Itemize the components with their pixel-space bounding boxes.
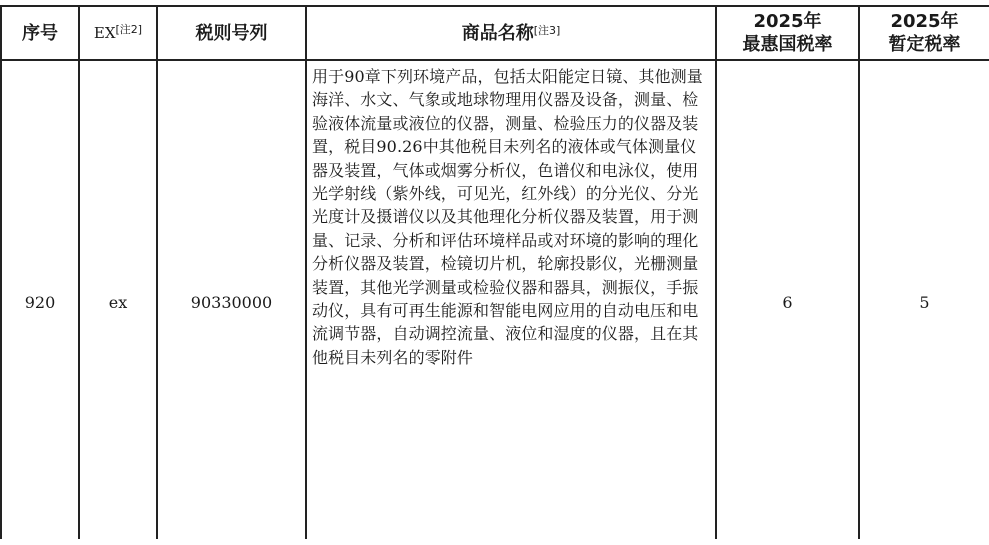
header-name-note: [注3] xyxy=(533,23,561,37)
page-crop-edge xyxy=(0,539,989,545)
header-interim-label: 暂定税率 xyxy=(888,34,961,55)
header-ex-label: EX xyxy=(93,24,116,42)
header-tariff-no xyxy=(157,6,306,60)
header-seq-label: 序号 xyxy=(22,22,58,44)
header-mfn-label: 最惠国税率 xyxy=(742,34,833,55)
header-ex-note: [注2] xyxy=(115,23,143,36)
table-row xyxy=(1,60,989,544)
header-mfn-year: 2025年 xyxy=(753,11,822,32)
cell-interim-rate: 5 xyxy=(859,60,989,544)
cell-tariff-no: 90330000 xyxy=(157,60,306,544)
header-row xyxy=(1,6,989,60)
cell-seq: 920 xyxy=(1,60,79,544)
header-name xyxy=(306,6,716,60)
header-interim-year: 2025年 xyxy=(890,11,959,32)
header-mfn-rate xyxy=(716,6,859,60)
tariff-table xyxy=(0,5,989,545)
header-interim-rate xyxy=(859,6,989,60)
header-seq xyxy=(1,6,79,60)
cell-ex: ex xyxy=(79,60,157,544)
header-name-label: 商品名称 xyxy=(461,22,534,44)
header-tariff-no-label: 税则号列 xyxy=(195,22,268,44)
header-ex xyxy=(79,6,157,60)
cell-mfn-rate: 6 xyxy=(716,60,859,544)
cell-product-name: 用于90章下列环境产品，包括太阳能定日镜、其他测量海洋、水文、气象或地球物理用仪器及设备，测量、检验液体流量或液位的仪器，测量、检验压力的仪器及装置，税目90.26中其他税目未列名的液体或气体测量仪器及装置，气体或烟雾分析仪，色谱仪和电泳仪，使用光学射线（紫外线，可见光，红外线）的分光仪、分光光度计及摄谱仪以及其他理化分析仪器及装置，用于测量、记录、分析和评估环境样品或对环境的影响的理化分析仪器及装置，检镜切片机，轮廓投影仪，光栅测量装置，其他光学测量或检验仪器和器具，测振仪，手振动仪，具有可再生能源和智能电网应用的自动电压和电流调节器，自动调控流量、液位和湿度的仪器，且在其他税目未列名的零附件 xyxy=(306,60,716,544)
